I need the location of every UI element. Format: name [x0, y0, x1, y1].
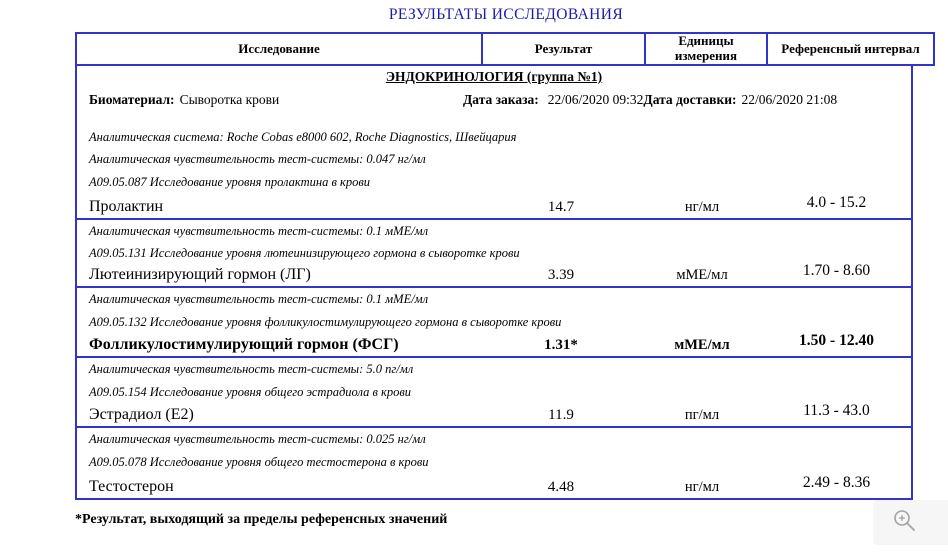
test-result: 14.7 [547, 199, 575, 215]
page-title: РЕЗУЛЬТАТЫ ИССЛЕДОВАНИЯ [388, 6, 624, 23]
sensitivity-line: Аналитическая чувствительность тест-системы: 0.1 мМЕ/мл [89, 291, 429, 306]
dates [463, 92, 837, 108]
test-code-line: А09.05.132 Исследование уровня фолликулостимулирующего гормона в сыворотке крови [89, 314, 562, 329]
biomaterial-label: Биоматериал: [89, 92, 175, 107]
delivery-date-label: Дата доставки: [643, 92, 737, 107]
test-code-line: А09.05.131 Исследование уровня лютеинизирующего гормона в сыворотке крови [89, 245, 520, 260]
biomaterial [89, 92, 279, 108]
test-result: 4.48 [547, 479, 575, 495]
test-name: Тестостерон [89, 478, 174, 496]
out-of-range-footnote: *Результат, выходящий за пределы референсных значений [75, 512, 448, 527]
biomaterial-row [77, 88, 911, 114]
test-row-fsh [77, 334, 911, 358]
zoom-in-button[interactable] [873, 500, 948, 545]
test-unit: мМЕ/мл [674, 337, 730, 353]
analytic-system-line: Аналитическая система: Roche Cobas e8000 602, Roche Diagnostics, Швейцария [89, 129, 517, 144]
test-reference: 11.3 - 43.0 [803, 402, 870, 419]
section-title: ЭНДОКРИНОЛОГИЯ (группа №1) [385, 69, 603, 84]
test-name: Лютеинизирующий гормон (ЛГ) [89, 266, 311, 284]
header-study: Исследование [238, 40, 320, 56]
test-name: Фолликулостимулирующий гормон (ФСГ) [89, 336, 399, 354]
order-date-label: Дата заказа: [463, 92, 539, 107]
header-units: Единицы измерения [644, 34, 766, 64]
results-table-body [75, 66, 913, 500]
test-unit: мМЕ/мл [676, 267, 728, 283]
sensitivity-line: Аналитическая чувствительность тест-системы: 0.047 нг/мл [89, 151, 426, 166]
test-name: Эстрадиол (Е2) [89, 406, 194, 424]
test-row-lh [77, 264, 911, 288]
test-unit: нг/мл [684, 479, 720, 495]
biomaterial-value: Сыворотка крови [179, 92, 280, 107]
test-code-line: А09.05.154 Исследование уровня общего эстрадиола в крови [89, 384, 412, 399]
test-reference: 1.50 - 12.40 [799, 332, 874, 349]
section-row [77, 66, 911, 88]
test-row-prolactin [77, 194, 911, 220]
test-reference: 4.0 - 15.2 [806, 194, 867, 211]
test-row-testosterone [77, 474, 911, 498]
test-reference: 2.49 - 8.36 [802, 474, 871, 491]
header-result: Результат [481, 34, 644, 64]
delivery-date-value: 22/06/2020 21:08 [741, 92, 838, 107]
sensitivity-line: Аналитическая чувствительность тест-системы: 0.1 мМЕ/мл [89, 223, 429, 238]
test-code-line: А09.05.078 Исследование уровня общего тестостерона в крови [89, 454, 429, 469]
sensitivity-line: Аналитическая чувствительность тест-системы: 0.025 нг/мл [89, 431, 426, 446]
zoom-in-icon [890, 507, 920, 537]
test-result: 11.9 [548, 407, 574, 423]
header-reference: Референсный интервал [766, 34, 933, 64]
test-unit: нг/мл [684, 199, 720, 215]
results-table-header [75, 32, 935, 66]
test-result: 3.39 [547, 267, 575, 283]
test-reference: 1.70 - 8.60 [802, 262, 871, 279]
sensitivity-line: Аналитическая чувствительность тест-системы: 5.0 пг/мл [89, 361, 414, 376]
test-code-line: А09.05.087 Исследование уровня пролактина в крови [89, 174, 371, 189]
test-row-estradiol [77, 404, 911, 428]
test-result: 1.31* [544, 337, 578, 353]
test-unit: пг/мл [684, 407, 720, 423]
test-name: Пролактин [89, 198, 164, 216]
order-date-value: 22/06/2020 09:32 [547, 92, 644, 107]
